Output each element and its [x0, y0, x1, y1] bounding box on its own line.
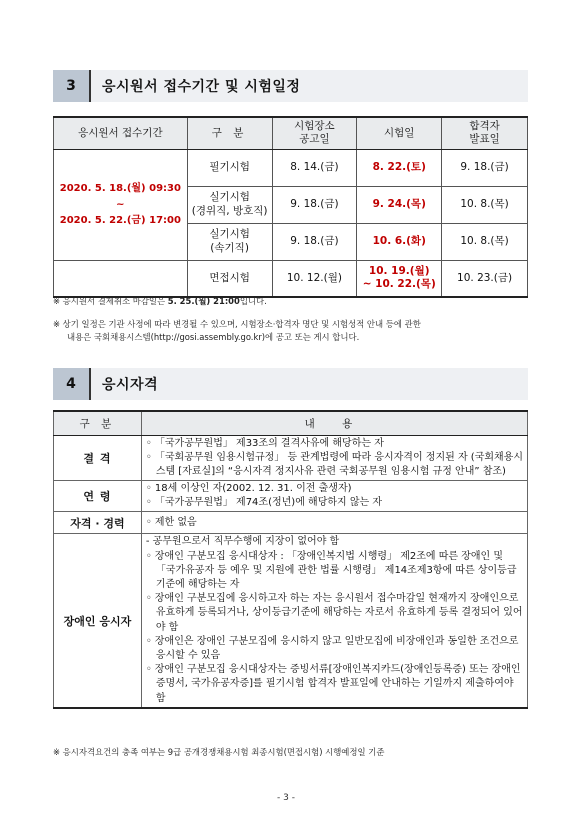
venue-notice-date: 10. 12.(월) [272, 260, 357, 297]
note1-bold: 5. 25.(월) 21:00 [167, 296, 240, 306]
period-empty [54, 260, 188, 297]
note2-line2: 내용은 국회채용시스템(http://gosi.assembly.go.kr)에 공고 또는 게시 합니다. [67, 332, 360, 343]
list-item: ◦ 제한 없음 [145, 516, 197, 528]
result-date: 10. 8.(목) [442, 223, 528, 260]
schedule-row [54, 149, 528, 186]
note1-suffix: 입니다. [239, 296, 267, 306]
eligibility-table [53, 410, 528, 709]
header-exam: 시험일 [357, 117, 442, 149]
period-start: 2020. 5. 18.(월) 09:30 [59, 182, 181, 194]
row-label-qualification: 자격 · 경력 [54, 512, 142, 534]
row-label-age: 연 령 [54, 481, 142, 512]
period-tilde: ~ [116, 198, 125, 210]
section4-header [53, 368, 528, 400]
row-content [141, 512, 527, 534]
venue-notice-date: 9. 18.(금) [272, 186, 357, 223]
note1-prefix: ※ 응시원서 결제취소 마감일은 [53, 296, 168, 306]
row-content [141, 534, 527, 708]
exam-date: 8. 22.(토) [357, 149, 442, 186]
row-label-disqualification: 결 격 [54, 435, 142, 481]
row-content [141, 435, 527, 481]
header-period: 응시원서 접수기간 [54, 117, 188, 149]
exam-type-text: 실기시험 (경위직, 방호직) [191, 191, 268, 217]
row-label-disabled: 장애인 응시자 [54, 534, 142, 708]
section4-title: 응시자격 [91, 368, 528, 400]
eligibility-header-row [54, 411, 528, 435]
eligibility-row [54, 534, 528, 708]
exam-date: 9. 24.(목) [357, 186, 442, 223]
result-date: 10. 8.(목) [442, 186, 528, 223]
header-result-text: 합격자 발표일 [469, 120, 500, 146]
eligibility-row [54, 512, 528, 534]
schedule-change-note [53, 318, 533, 344]
eligibility-note: ※ 응시자격요건의 충족 여부는 9급 공개경쟁채용시험 최종시험(면접시험) 시행예정일 기준 [53, 747, 385, 757]
section3-header [53, 70, 528, 102]
list-item: ◦ 「국가공무원법」 제33조의 결격사유에 해당하는 자 [145, 437, 384, 449]
header-result [442, 117, 528, 149]
row-content [141, 481, 527, 512]
page-number: - 3 - [277, 793, 295, 803]
header-type: 구 분 [187, 117, 272, 149]
list-item: ◦ 18세 이상인 자(2002. 12. 31. 이전 출생자) [145, 483, 352, 495]
list-item: ◦ 「국회공무원 임용시험규정」 등 관계법령에 따라 응시자격이 정지된 자 (국회채용시스템 [자료실]의 “응시자격 정지사유 관련 국회공무원 임용시험 규정 안내” 참조) [145, 451, 524, 477]
section3-number: 3 [53, 70, 91, 102]
section3-title: 응시원서 접수기간 및 시험일정 [91, 70, 528, 102]
exam-type-text: 실기시험 (속기직) [209, 228, 250, 254]
result-date: 10. 23.(금) [442, 260, 528, 297]
exam-date: 10. 6.(화) [357, 223, 442, 260]
exam-date-text: 10. 19.(월) ~ 10. 22.(목) [362, 265, 436, 291]
exam-type: 면접시험 [187, 260, 272, 297]
exam-type [187, 186, 272, 223]
header-content: 내 용 [141, 411, 527, 435]
note2-line1: ※ 상기 일정은 기관 사정에 따라 변경될 수 있으며, 시험장소·합격자 명단 및 시험성적 안내 등에 관한 [53, 319, 421, 329]
result-date: 9. 18.(금) [442, 149, 528, 186]
application-period [54, 149, 188, 260]
cancel-deadline-note [53, 295, 533, 308]
header-category: 구 분 [54, 411, 142, 435]
eligibility-row [54, 481, 528, 512]
schedule-table [53, 116, 528, 298]
venue-notice-date: 9. 18.(금) [272, 223, 357, 260]
schedule-header-row [54, 117, 528, 149]
list-item: - 공무원으로서 직무수행에 지장이 없어야 함 [145, 536, 340, 548]
list-item: ◦ 장애인 구분모집 응시대상자 : 「장애인복지법 시행령」 제2조에 따른 장애인 및 「국가유공자 등 예우 및 지원에 관한 법률 시행령」 제14조제3항에 따른 상이등급 기준에 해당하는 자 [145, 550, 517, 590]
venue-notice-date: 8. 14.(금) [272, 149, 357, 186]
list-item: ◦ 장애인 구분모집 응시대상자는 증빙서류[장애인복지카드(장애인등록증) 또는 장애인 증명서, 국가유공자증]를 필기시험 합격자 발표일에 안내하는 기일까지 제출하여야 함 [145, 664, 521, 704]
header-notice [272, 117, 357, 149]
period-end: 2020. 5. 22.(금) 17:00 [59, 214, 181, 226]
exam-type [187, 223, 272, 260]
header-notice-text: 시험장소 공고일 [294, 120, 335, 146]
list-item: ◦ 장애인 구분모집에 응시하고자 하는 자는 응시원서 접수마감일 현재까지 장애인으로 유효하게 등록되거나, 상이등급기준에 해당하는 자로서 유효하게 등록 결정되어 있어야 함 [145, 593, 523, 633]
list-item: ◦ 장애인은 장애인 구분모집에 응시하지 않고 일반모집에 비장애인과 동일한 조건으로 응시할 수 있음 [145, 635, 519, 661]
eligibility-row [54, 435, 528, 481]
section4-number: 4 [53, 368, 91, 400]
schedule-row [54, 260, 528, 297]
exam-type: 필기시험 [187, 149, 272, 186]
exam-date [357, 260, 442, 297]
list-item: ◦ 「국가공무원법」 제74조(정년)에 해당하지 않는 자 [145, 497, 383, 509]
